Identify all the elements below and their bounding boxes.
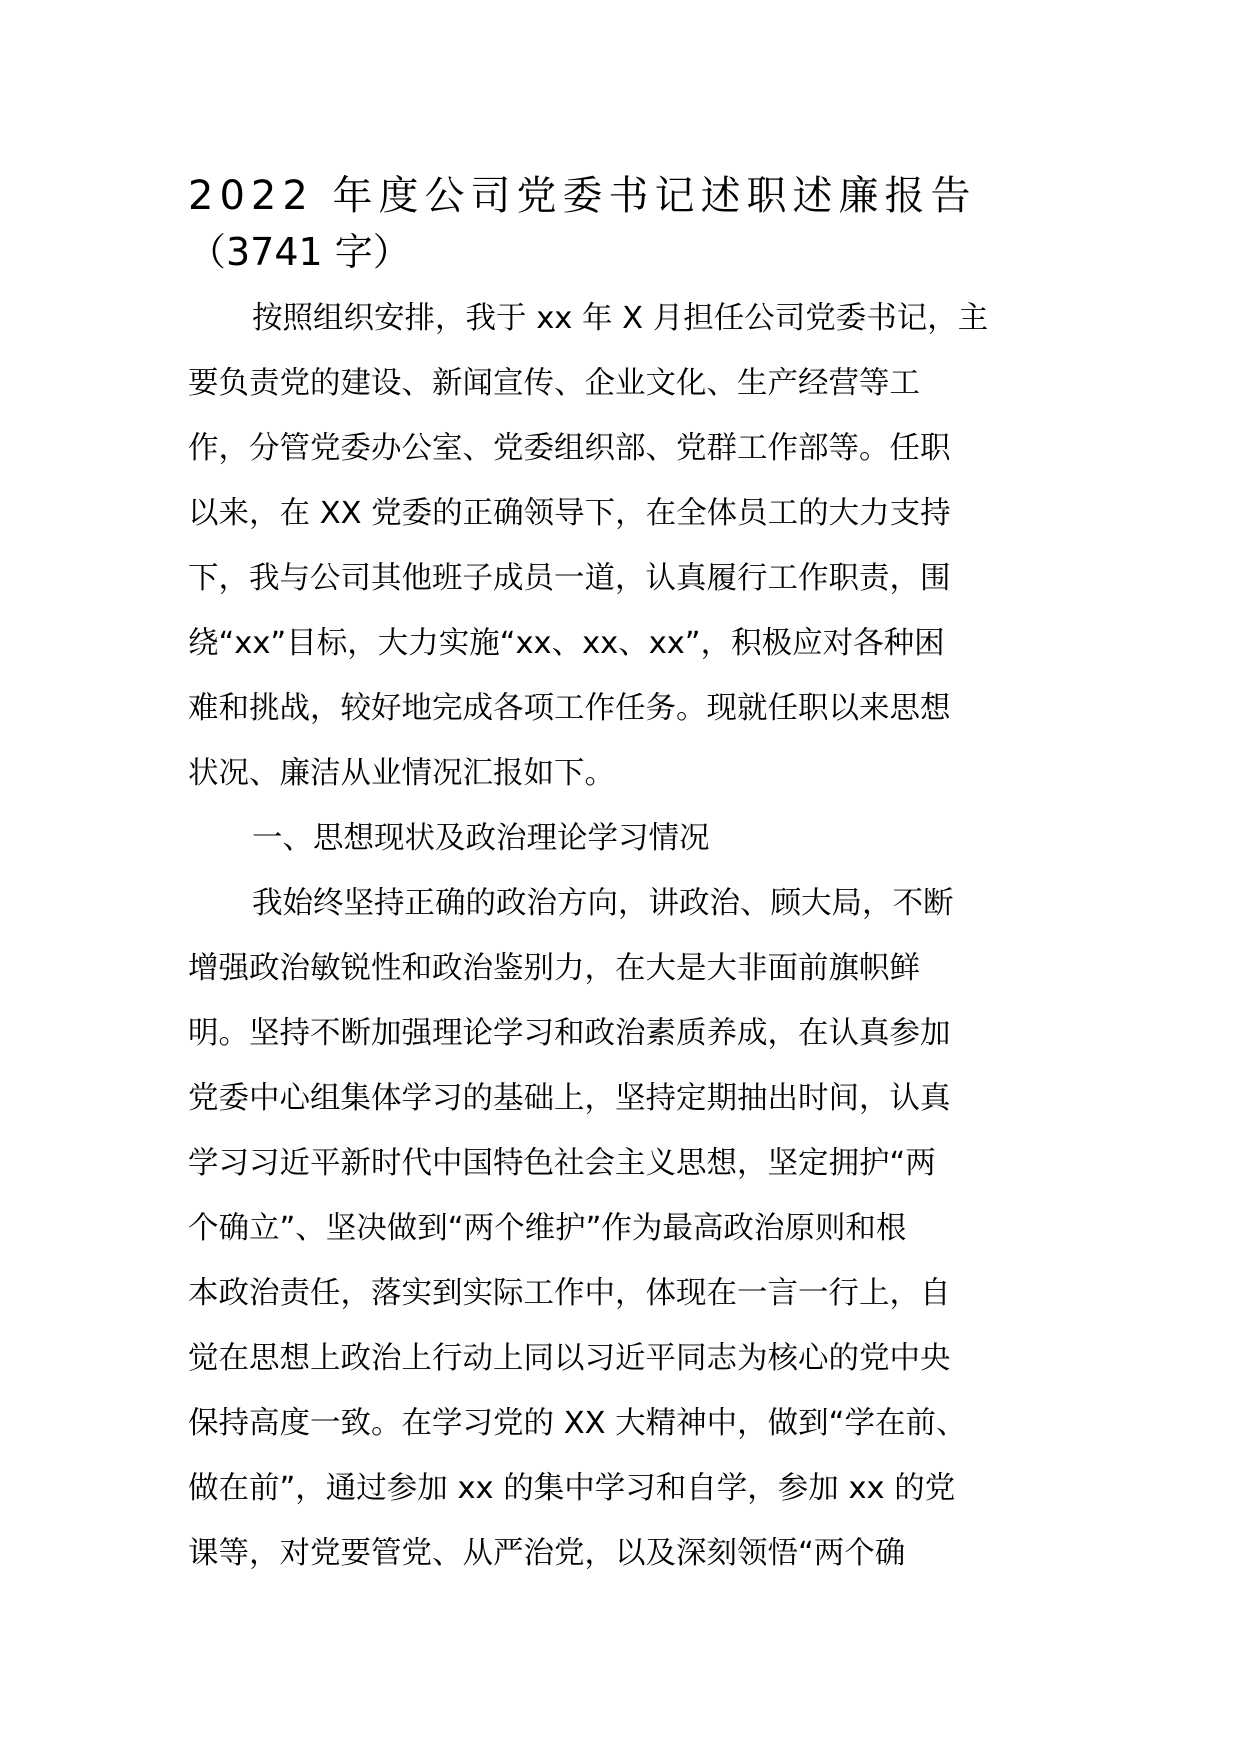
body-line: 以来，在 XX 党委的正确领导下，在全体员工的大力支持 bbox=[188, 496, 951, 531]
document-word-count: （3741 字） bbox=[188, 230, 411, 274]
body-line: 保持高度一致。在学习党的 XX 大精神中，做到“学在前、 bbox=[188, 1406, 967, 1441]
body-line: 绕“xx”目标，大力实施“xx、xx、xx”，积极应对各种困 bbox=[188, 626, 945, 661]
body-line: 状况、廉洁从业情况汇报如下。 bbox=[188, 756, 615, 791]
body-line: 要负责党的建设、新闻宣传、企业文化、生产经营等工 bbox=[188, 366, 920, 401]
body-line: 作，分管党委办公室、党委组织部、党群工作部等。任职 bbox=[188, 431, 951, 466]
body-line: 本政治责任，落实到实际工作中，体现在一言一行上，自 bbox=[188, 1276, 951, 1311]
section-heading: 一、思想现状及政治理论学习情况 bbox=[252, 821, 710, 856]
body-line: 难和挑战，较好地完成各项工作任务。现就任职以来思想 bbox=[188, 691, 951, 726]
body-line: 课等，对党要管党、从严治党，以及深刻领悟“两个确 bbox=[188, 1536, 906, 1571]
document-body bbox=[188, 286, 1058, 1586]
body-line: 做在前”，通过参加 xx 的集中学习和自学，参加 xx 的党 bbox=[188, 1471, 956, 1506]
body-line: 明。坚持不断加强理论学习和政治素质养成，在认真参加 bbox=[188, 1016, 951, 1051]
body-line: 我始终坚持正确的政治方向，讲政治、顾大局，不断 bbox=[252, 886, 954, 921]
body-line: 觉在思想上政治上行动上同以习近平同志为核心的党中央 bbox=[188, 1341, 951, 1376]
body-line: 增强政治敏锐性和政治鉴别力，在大是大非面前旗帜鲜 bbox=[188, 951, 920, 986]
document-page bbox=[188, 168, 1058, 1586]
body-line: 学习习近平新时代中国特色社会主义思想，坚定拥护“两 bbox=[188, 1146, 936, 1181]
body-line: 党委中心组集体学习的基础上，坚持定期抽出时间，认真 bbox=[188, 1081, 951, 1116]
body-line: 个确立”、坚决做到“两个维护”作为最高政治原则和根 bbox=[188, 1211, 907, 1246]
body-line: 按照组织安排，我于 xx 年 X 月担任公司党委书记，主 bbox=[252, 301, 989, 336]
document-title: 2022 年度公司党委书记述职述廉报告 bbox=[188, 173, 977, 219]
body-line: 下，我与公司其他班子成员一道，认真履行工作职责，围 bbox=[188, 561, 951, 596]
